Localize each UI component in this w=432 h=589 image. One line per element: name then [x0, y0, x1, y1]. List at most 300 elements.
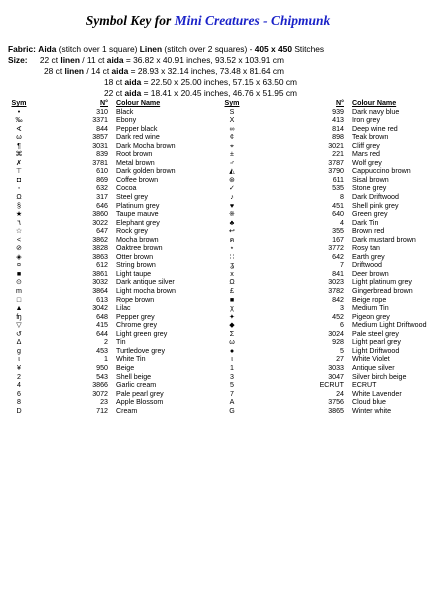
table-row [216, 116, 432, 125]
colour-name-cell: Rock grey [116, 227, 148, 236]
floss-number-cell: 839 [96, 150, 108, 159]
table-row [6, 202, 196, 211]
table-row [6, 210, 196, 219]
symbol-cell: m [16, 287, 22, 296]
floss-number-cell: 844 [96, 124, 108, 133]
table-row [6, 176, 196, 185]
floss-number-cell: 3047 [328, 372, 344, 381]
floss-number-cell: ECRUT [319, 381, 344, 390]
fabric-label: Fabric: [8, 44, 36, 54]
colour-name-cell: Platinum grey [116, 201, 160, 210]
colour-name-cell: Teak brown [352, 133, 389, 142]
header-name: Colour Name [352, 99, 397, 107]
colour-name-cell: Dark Mocha brown [116, 141, 176, 150]
floss-number-cell: 3021 [328, 141, 344, 150]
colour-name-cell: Dark red wine [116, 133, 160, 142]
symbol-cell: Δ [16, 338, 22, 347]
fabric-line [8, 44, 324, 54]
floss-number-cell: 221 [332, 150, 344, 159]
colour-name-cell: Pale steel grey [352, 329, 399, 338]
table-row [216, 184, 432, 193]
floss-number-cell: 646 [96, 201, 108, 210]
table-row [6, 108, 196, 117]
symbol-key-table-left [6, 99, 196, 415]
table-row [216, 313, 432, 322]
symbol-cell: 4 [17, 381, 21, 390]
table-row [6, 381, 196, 390]
colour-name-cell: Winter white [352, 406, 392, 415]
symbol-cell: ♣ [229, 218, 235, 227]
symbol-cell: ⌘ [15, 150, 23, 159]
symbol-cell: ⊛ [229, 175, 235, 184]
table-row [216, 407, 432, 416]
colour-name-cell: Shell pink grey [352, 201, 399, 210]
table-row [6, 407, 196, 416]
symbol-cell: x [230, 269, 234, 278]
table-row [216, 304, 432, 313]
symbol-cell: ⊙ [16, 278, 22, 287]
symbol-cell: ι [231, 355, 233, 364]
title-pattern-name: Mini Creatures - Chipmunk [174, 13, 331, 28]
floss-number-cell: 3787 [328, 158, 344, 167]
symbol-cell: g [17, 346, 21, 355]
symbol-cell: 1 [230, 363, 234, 372]
symbol-cell: A [229, 398, 235, 407]
colour-name-cell: Shell beige [116, 372, 152, 381]
table-row [6, 347, 196, 356]
table-row [216, 330, 432, 339]
table-row [6, 304, 196, 313]
table-row [216, 159, 432, 168]
colour-name-cell: Light platinum grey [352, 278, 412, 287]
floss-number-cell: 950 [96, 363, 108, 372]
symbol-cell: ★ [15, 210, 23, 219]
colour-name-cell: Pepper grey [116, 312, 155, 321]
colour-name-cell: Rope brown [116, 295, 155, 304]
floss-number-cell: 4 [340, 218, 344, 227]
symbol-cell: 2 [17, 372, 21, 381]
colour-name-cell: Beige [116, 363, 135, 372]
floss-number-cell: 3 [340, 304, 344, 313]
floss-number-cell: 612 [96, 261, 108, 270]
header-name: Colour Name [116, 99, 161, 107]
symbol-cell: ✦ [229, 312, 235, 321]
table-row [6, 373, 196, 382]
colour-name-cell: Ebony [116, 116, 137, 125]
table-row [216, 150, 432, 159]
symbol-cell: ✗ [16, 158, 22, 167]
table-row [216, 193, 432, 202]
size-label: Size: [8, 55, 28, 65]
colour-name-cell: Mars red [352, 150, 380, 159]
floss-number-cell: 642 [332, 252, 344, 261]
floss-number-cell: 898 [332, 133, 344, 142]
floss-number-cell: 5 [340, 346, 344, 355]
symbol-cell: ⊘ [16, 244, 22, 253]
floss-number-cell: 3860 [92, 210, 108, 219]
floss-number-cell: 3857 [92, 133, 108, 142]
symbol-cell: Σ [229, 329, 235, 338]
floss-number-cell: 648 [96, 312, 108, 321]
symbol-cell: 7 [230, 389, 234, 398]
floss-number-cell: 535 [332, 184, 344, 193]
symbol-cell: ♥ [229, 201, 235, 210]
symbol-cell: ฅ [229, 235, 235, 244]
floss-number-cell: 167 [332, 235, 344, 244]
symbol-cell: § [17, 201, 21, 210]
table-row [216, 321, 432, 330]
table-row [216, 373, 432, 382]
page-title [0, 13, 416, 29]
table-row [6, 287, 196, 296]
colour-name-cell: Deep wine red [352, 124, 398, 133]
title-prefix: Symbol Key for [85, 13, 172, 28]
symbol-cell: ⌖ [230, 141, 234, 150]
symbol-cell: X [229, 116, 235, 125]
table-row [6, 330, 196, 339]
floss-number-cell: 644 [96, 329, 108, 338]
colour-name-cell: Light Driftwood [352, 346, 400, 355]
symbol-cell: ◆ [229, 321, 235, 330]
colour-name-cell: Light pearl grey [352, 338, 401, 347]
floss-number-cell: 3024 [328, 329, 344, 338]
header-num: N° [100, 99, 108, 107]
floss-number-cell: 2 [104, 338, 108, 347]
table-row [216, 296, 432, 305]
table-row [6, 261, 196, 270]
table-row [6, 227, 196, 236]
header-num: N° [336, 99, 344, 107]
colour-name-cell: Steel grey [116, 193, 148, 202]
floss-number-cell: 647 [96, 227, 108, 236]
table-row [6, 125, 196, 134]
symbol-cell: ¤ [17, 261, 21, 270]
floss-number-cell: 3033 [328, 363, 344, 372]
colour-name-cell: Pale pearl grey [116, 389, 164, 398]
symbol-cell: ⋆ [229, 244, 235, 253]
table-row [216, 176, 432, 185]
floss-number-cell: 23 [100, 398, 108, 407]
colour-name-cell: Taupe mauve [116, 210, 159, 219]
fabric-aida: Aida [38, 44, 57, 54]
colour-name-cell: Garlic cream [116, 381, 157, 390]
colour-name-cell: Elephant grey [116, 218, 160, 227]
symbol-cell: ▲ [15, 304, 23, 313]
table-row [6, 159, 196, 168]
symbol-cell: ± [230, 150, 234, 159]
floss-number-cell: 413 [332, 116, 344, 125]
symbol-cell: ■ [229, 295, 235, 304]
table-row [216, 398, 432, 407]
symbol-cell: ※ [229, 210, 235, 219]
table-row [216, 347, 432, 356]
symbol-cell: < [16, 235, 22, 244]
table-row [6, 338, 196, 347]
colour-name-cell: Cream [116, 406, 138, 415]
table-row [216, 133, 432, 142]
floss-number-cell: 3866 [92, 381, 108, 390]
symbol-cell: ↺ [16, 329, 22, 338]
table-row [216, 253, 432, 262]
colour-name-cell: Dark mustard brown [352, 235, 416, 244]
stitch-count: 405 x 450 [254, 44, 292, 54]
size-line-4: 22 ct aida = 18.41 x 20.45 inches, 46.76 x 51.95 cm [104, 88, 298, 98]
table-row [6, 355, 196, 364]
floss-number-cell: 610 [96, 167, 108, 176]
floss-number-cell: 310 [96, 107, 108, 116]
table-row [6, 184, 196, 193]
symbol-cell: ⊤ [15, 167, 23, 176]
table-row [216, 227, 432, 236]
floss-number-cell: 939 [332, 107, 344, 116]
symbol-cell: Ω [16, 193, 22, 202]
table-row [216, 381, 432, 390]
symbol-cell: ʩ [16, 312, 22, 321]
floss-number-cell: 3042 [92, 304, 108, 313]
table-row [216, 167, 432, 176]
symbol-cell: ‰ [15, 116, 23, 125]
symbol-cell: ∢ [16, 124, 22, 133]
colour-name-cell: Medium Tin [352, 304, 389, 313]
table-row [6, 236, 196, 245]
table-header [216, 99, 432, 108]
symbol-cell: ¶ [17, 141, 21, 150]
table-row [216, 210, 432, 219]
table-row [216, 236, 432, 245]
floss-number-cell: 24 [336, 389, 344, 398]
symbol-cell: □ [16, 295, 22, 304]
floss-number-cell: 415 [96, 321, 108, 330]
floss-number-cell: 3772 [328, 244, 344, 253]
symbol-cell: ↩ [229, 227, 235, 236]
table-row [216, 108, 432, 117]
table-row [6, 321, 196, 330]
symbol-cell: ∷ [229, 252, 235, 261]
colour-name-cell: Otter brown [116, 252, 154, 261]
colour-name-cell: Metal brown [116, 158, 155, 167]
floss-number-cell: 355 [332, 227, 344, 236]
stitch-suffix: Stitches [294, 44, 325, 54]
floss-number-cell: 3032 [92, 278, 108, 287]
floss-number-cell: 928 [332, 338, 344, 347]
colour-name-cell: Dark antique silver [116, 278, 175, 287]
symbol-cell: ■ [16, 269, 22, 278]
header-sym: Sym [11, 99, 27, 107]
colour-name-cell: Stone grey [352, 184, 387, 193]
floss-number-cell: 632 [96, 184, 108, 193]
symbol-cell: ✓ [229, 184, 235, 193]
floss-number-cell: 6 [340, 321, 344, 330]
symbol-cell: 3 [230, 372, 234, 381]
colour-name-cell: White Lavender [352, 389, 402, 398]
floss-number-cell: 3790 [328, 167, 344, 176]
colour-name-cell: White Violet [352, 355, 390, 364]
table-row [216, 364, 432, 373]
table-row [216, 270, 432, 279]
table-row [6, 390, 196, 399]
colour-name-cell: ECRUT [352, 381, 377, 390]
floss-number-cell: 543 [96, 372, 108, 381]
symbol-cell: 5 [230, 381, 234, 390]
colour-name-cell: Rosy tan [352, 244, 380, 253]
colour-name-cell: Antique silver [352, 363, 395, 372]
floss-number-cell: 611 [332, 175, 344, 184]
floss-number-cell: 3023 [328, 278, 344, 287]
table-row [216, 390, 432, 399]
colour-name-cell: Cocoa [116, 184, 137, 193]
floss-number-cell: 317 [96, 193, 108, 202]
colour-name-cell: Apple Blossom [116, 398, 164, 407]
table-row [216, 202, 432, 211]
floss-number-cell: 3828 [92, 244, 108, 253]
floss-number-cell: 3781 [92, 158, 108, 167]
size-line-2: 28 ct linen / 14 ct aida = 28.93 x 32.14 inches, 73.48 x 81.64 cm [44, 66, 285, 76]
symbol-cell: ◦ [17, 184, 21, 193]
colour-name-cell: Gingerbread brown [352, 287, 413, 296]
table-row [216, 278, 432, 287]
symbol-cell: S [229, 107, 235, 116]
table-row [6, 270, 196, 279]
colour-name-cell: Lilac [116, 304, 131, 313]
symbol-cell: ¢ [230, 133, 234, 142]
table-row [216, 338, 432, 347]
colour-name-cell: Cappuccino brown [352, 167, 411, 176]
table-row [6, 219, 196, 228]
floss-number-cell: 841 [332, 269, 344, 278]
size-line-1: Size: 22 ct linen / 11 ct aida = 36.82 x 40.91 inches, 93.52 x 103.91 cm [8, 55, 284, 65]
table-row [6, 313, 196, 322]
fabric-aida-note: (stitch over 1 square) [58, 44, 138, 54]
floss-number-cell: 3862 [92, 235, 108, 244]
colour-name-cell: Brown red [352, 227, 385, 236]
floss-number-cell: 3782 [328, 287, 344, 296]
colour-name-cell: Cliff grey [352, 141, 380, 150]
fabric-linen-note: (stitch over 2 squares) - [164, 44, 253, 54]
floss-number-cell: 3863 [92, 252, 108, 261]
table-row [216, 142, 432, 151]
symbol-cell: ◈ [16, 252, 22, 261]
symbol-key-table-right [216, 99, 432, 415]
size-line-3: 18 ct aida = 22.50 x 25.00 inches, 57.15 x 63.50 cm [104, 77, 298, 87]
colour-name-cell: Dark Tin [352, 218, 379, 227]
symbol-cell: 6 [17, 389, 21, 398]
table-row [6, 253, 196, 262]
colour-name-cell: Turtledove grey [116, 346, 166, 355]
colour-name-cell: Pigeon grey [352, 312, 390, 321]
colour-name-cell: Black [116, 107, 134, 116]
floss-number-cell: 3072 [92, 389, 108, 398]
table-row [6, 398, 196, 407]
floss-number-cell: 7 [340, 261, 344, 270]
symbol-cell: ι [18, 355, 20, 364]
colour-name-cell: Earth grey [352, 252, 385, 261]
symbol-cell: G [229, 406, 235, 415]
colour-name-cell: Beige rope [352, 295, 387, 304]
colour-name-cell: Deer brown [352, 269, 389, 278]
symbol-cell: D [16, 406, 22, 415]
colour-name-cell: Silver birch beige [352, 372, 407, 381]
symbol-cell: ● [229, 346, 235, 355]
colour-name-cell: Tin [116, 338, 126, 347]
colour-name-cell: Coffee brown [116, 175, 159, 184]
table-row [6, 364, 196, 373]
symbol-cell: 8 [17, 398, 21, 407]
table-row [216, 125, 432, 134]
floss-number-cell: 640 [332, 210, 344, 219]
floss-number-cell: 453 [96, 346, 108, 355]
table-row [216, 355, 432, 364]
table-row [6, 133, 196, 142]
colour-name-cell: Root brown [116, 150, 153, 159]
symbol-cell: ▽ [16, 321, 22, 330]
colour-name-cell: Dark golden brown [116, 167, 176, 176]
floss-number-cell: 842 [332, 295, 344, 304]
colour-name-cell: Sisal brown [352, 175, 389, 184]
table-row [6, 116, 196, 125]
symbol-cell: χ [230, 304, 234, 313]
colour-name-cell: Dark Driftwood [352, 193, 399, 202]
table-row [6, 193, 196, 202]
symbol-cell: ∞ [229, 124, 235, 133]
symbol-cell: ٦ [17, 218, 21, 227]
floss-number-cell: 1 [104, 355, 108, 364]
floss-number-cell: 3861 [92, 269, 108, 278]
symbol-cell: £ [230, 287, 234, 296]
floss-number-cell: 3756 [328, 398, 344, 407]
symbol-cell: ω [16, 133, 22, 142]
floss-number-cell: 3371 [92, 116, 108, 125]
floss-number-cell: 8 [340, 193, 344, 202]
colour-name-cell: Mocha brown [116, 235, 159, 244]
colour-name-cell: Medium Light Driftwood [352, 321, 427, 330]
table-row [6, 150, 196, 159]
symbol-cell: ◭ [229, 167, 235, 176]
colour-name-cell: Pepper black [116, 124, 158, 133]
table-row [6, 296, 196, 305]
colour-name-cell: Dark navy blue [352, 107, 400, 116]
colour-name-cell: Chrome grey [116, 321, 158, 330]
floss-number-cell: 3031 [92, 141, 108, 150]
table-row [6, 142, 196, 151]
colour-name-cell: Green grey [352, 210, 388, 219]
colour-name-cell: Driftwood [352, 261, 382, 270]
symbol-cell: ω [229, 338, 235, 347]
floss-number-cell: 27 [336, 355, 344, 364]
symbol-cell: ☆ [15, 227, 23, 236]
symbol-cell: • [17, 107, 21, 116]
colour-name-cell: String brown [116, 261, 156, 270]
symbol-cell: ʓ [230, 261, 234, 270]
table-row [216, 261, 432, 270]
colour-name-cell: Iron grey [352, 116, 380, 125]
colour-name-cell: Light taupe [116, 269, 152, 278]
header-sym: Sym [224, 99, 240, 107]
floss-number-cell: 613 [96, 295, 108, 304]
table-row [216, 287, 432, 296]
floss-number-cell: 3864 [92, 287, 108, 296]
floss-number-cell: 3022 [92, 218, 108, 227]
colour-name-cell: Oaktree brown [116, 244, 163, 253]
symbol-cell: Ω [229, 278, 235, 287]
floss-number-cell: 712 [96, 406, 108, 415]
symbol-cell: ¥ [17, 363, 21, 372]
table-header [6, 99, 196, 108]
colour-name-cell: Light green grey [116, 329, 168, 338]
floss-number-cell: 451 [332, 201, 344, 210]
symbol-cell: ♂ [229, 158, 235, 167]
table-row [6, 244, 196, 253]
colour-name-cell: Wolf grey [352, 158, 382, 167]
